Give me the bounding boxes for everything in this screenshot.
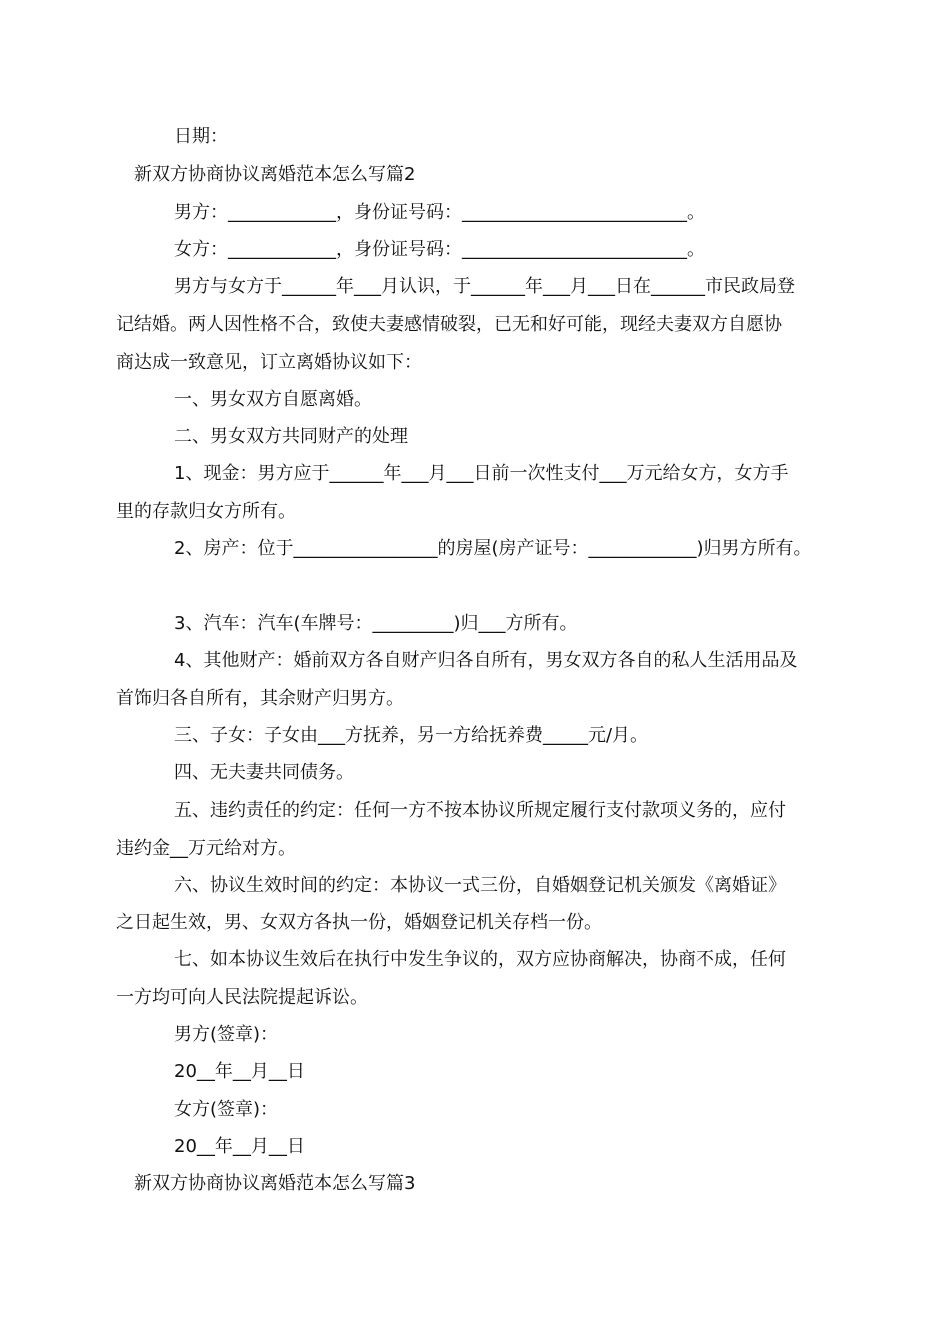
other-property-line-2: 首饰归各自所有，其余财产归男方。 [116,688,404,709]
effect-clause-line-2: 之日起生效，男、女双方各执一份，婚姻登记机关存档一份。 [116,912,602,933]
clause-2: 二、男女双方共同财产的处理 [174,426,408,447]
dispute-clause-line-1: 七、如本协议生效后在执行中发生争议的，双方应协商解决，协商不成，任何 [174,949,786,970]
breach-clause-line-2: 违约金__万元给对方。 [116,838,296,859]
cash-clause-line-2: 里的存款归女方所有。 [116,501,296,522]
male-party-line: 男方：____________，身份证号码：_________________________。 [174,202,705,223]
date-label: 日期： [174,126,228,147]
breach-clause-line-1: 五、违约责任的约定：任何一方不按本协议所规定履行支付款项义务的，应付 [174,800,786,821]
intro-paragraph-line-3: 商达成一致意见，订立离婚协议如下： [116,352,422,373]
female-signature-date: 20__年__月__日 [174,1136,305,1157]
car-clause: 3、汽车：汽车(车牌号：_________)归___方所有。 [174,613,578,634]
dispute-clause-line-2: 一方均可向人民法院提起诉讼。 [116,987,368,1008]
intro-paragraph-line-1: 男方与女方于______年___月认识，于______年___月___日在______市民政局登 [174,276,795,297]
house-clause: 2、房产：位于________________的房屋(房产证号：____________)归男方所有。 [174,538,812,559]
male-signature-date: 20__年__月__日 [174,1061,305,1082]
effect-clause-line-1: 六、协议生效时间的约定：本协议一式三份，自婚姻登记机关颁发《离婚证》 [174,875,786,896]
female-signature-label: 女方(签章)： [174,1099,279,1120]
female-party-line: 女方：____________，身份证号码：_________________________。 [174,239,705,260]
cash-clause-line-1: 1、现金：男方应于______年___月___日前一次性支付___万元给女方，女方手 [174,463,789,484]
clause-1: 一、男女双方自愿离婚。 [174,389,372,410]
male-signature-label: 男方(签章)： [174,1024,279,1045]
section-2-title: 新双方协商协议离婚范本怎么写篇2 [134,164,416,185]
section-3-title: 新双方协商协议离婚范本怎么写篇3 [134,1173,416,1194]
debt-clause: 四、无夫妻共同债务。 [174,762,354,783]
other-property-line-1: 4、其他财产：婚前双方各自财产归各自所有，男女双方各自的私人生活用品及 [174,650,798,671]
intro-paragraph-line-2: 记结婚。两人因性格不合，致使夫妻感情破裂，已无和好可能，现经夫妻双方自愿协 [116,314,782,335]
children-clause: 三、子女：子女由___方抚养，另一方给抚养费_____元/月。 [174,725,649,746]
